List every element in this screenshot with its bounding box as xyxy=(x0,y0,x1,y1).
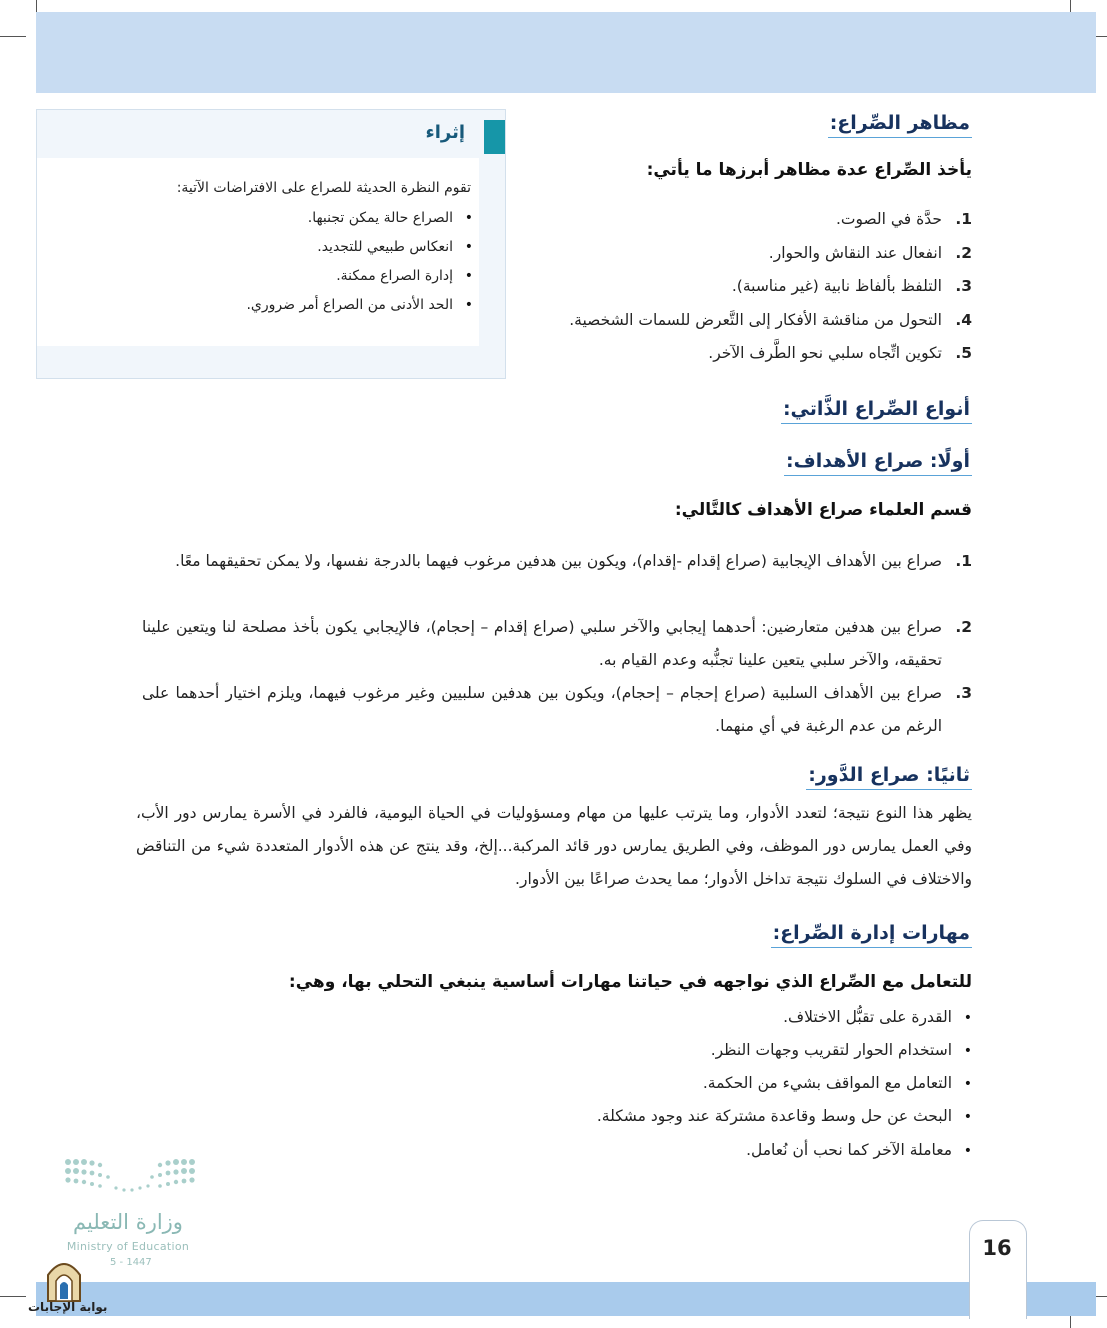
ministry-dots-icon xyxy=(62,1154,198,1198)
skill-item: •القدرة على تقبُّل الاختلاف. xyxy=(783,1008,972,1026)
enrichment-accent-bar xyxy=(484,120,505,154)
list-item: 1.حدَّة في الصوت. xyxy=(835,210,972,228)
bullet-icon: • xyxy=(963,1076,972,1092)
bullet-icon: • xyxy=(464,239,473,255)
skill-item: •استخدام الحوار لتقريب وجهات النظر. xyxy=(710,1041,972,1059)
list-item: 4.التحول من مناقشة الأفكار إلى التَّعرض للسمات الشخصية. xyxy=(569,311,972,329)
footer-band xyxy=(36,1282,1096,1316)
header-band xyxy=(36,12,1096,93)
numbered-paragraph: 1.صراع بين الأهداف الإيجابية (صراع إقدام -إقدام)، ويكون بين هدفين مرغوب فيهما بالدرجة نفسها، ولا يمكن تحقيقهما معًا. xyxy=(175,552,972,570)
section-lead: للتعامل مع الصِّراع الذي نواجهه في حياتنا مهارات أساسية ينبغي التحلي بها، وهي: xyxy=(288,972,972,992)
bullet-icon: • xyxy=(963,1010,972,1026)
bullet-icon: • xyxy=(464,210,473,226)
enrichment-content xyxy=(37,158,479,346)
numbered-paragraph: 3.صراع بين الأهداف السلبية (صراع إحجام – إحجام)، ويكون بين هدفين سلبيين وغير مرغوب فيهما، ويلزم اختيار أحدهما على الرغم من عدم الرغبة في أي منهما. xyxy=(142,684,972,735)
portal-gate-icon xyxy=(44,1255,84,1303)
page-number: 16 xyxy=(982,1236,1012,1260)
enrichment-item: •إدارة الصراع ممكنة. xyxy=(336,268,473,284)
section-heading-manifestations: مظاهر الصِّراع: xyxy=(828,112,972,138)
ministry-name-english: Ministry of Education xyxy=(66,1240,190,1253)
page-number-tab xyxy=(969,1220,1027,1319)
subheading-goals-conflict: أولًا: صراع الأهداف: xyxy=(784,450,972,476)
section-heading-skills: مهارات إدارة الصِّراع: xyxy=(771,922,972,948)
crop-mark xyxy=(0,1296,26,1297)
enrichment-box xyxy=(36,109,506,379)
portal-watermark-text: بوابة الإجابات xyxy=(28,1300,108,1314)
bullet-icon: • xyxy=(464,297,473,313)
skill-item: •معاملة الآخر كما نحب أن نُعامل. xyxy=(746,1141,972,1159)
list-item: 3.التلفظ بألفاظ نابية (غير مناسبة). xyxy=(731,277,972,295)
enrichment-intro: تقوم النظرة الحديثة للصراع على الافتراضات الآتية: xyxy=(176,180,471,196)
enrichment-title: إثراء xyxy=(425,122,465,143)
enrichment-header xyxy=(37,110,505,156)
enrichment-item: •الحد الأدنى من الصراع أمر ضروري. xyxy=(246,297,473,313)
ministry-year: 5 - 1447 xyxy=(110,1257,152,1268)
numbered-paragraph: 2.صراع بين هدفين متعارضين: أحدهما إيجابي والآخر سلبي (صراع إقدام – إحجام)، فالإيجابي يكون بأخذ مصلحة لنا ويتعين علينا تحقيقه، والآخر سلبي يتعين علينا تجنُّبه وعدم القيام به. xyxy=(142,618,972,669)
list-item: 2.انفعال عند النقاش والحوار. xyxy=(768,244,972,262)
skill-item: •البحث عن حل وسط وقاعدة مشتركة عند وجود مشكلة. xyxy=(596,1107,972,1125)
bullet-icon: • xyxy=(963,1043,972,1059)
section-lead: يأخذ الصِّراع عدة مظاهر أبرزها ما يأتي: xyxy=(646,160,972,180)
ministry-name-arabic: وزارة التعليم xyxy=(73,1210,183,1234)
skill-item: •التعامل مع المواقف بشيء من الحكمة. xyxy=(702,1074,972,1092)
section-heading-types: أنواع الصِّراع الذَّاتي: xyxy=(781,398,972,424)
bullet-icon: • xyxy=(963,1109,972,1125)
bullet-icon: • xyxy=(464,268,473,284)
crop-mark xyxy=(0,36,26,37)
list-item: 5.تكوين اتِّجاه سلبي نحو الطَّرف الآخر. xyxy=(708,344,972,362)
bullet-icon: • xyxy=(963,1143,972,1159)
enrichment-item: •انعكاس طبيعي للتجديد. xyxy=(317,239,473,255)
role-paragraph: يظهر هذا النوع نتيجة؛ لتعدد الأدوار، وما يترتب عليها من مهام ومسؤوليات في الحياة اليومية، فالفرد في الأسرة يمارس دور الأب، وفي العمل يمارس دور الموظف، وفي الطريق يمارس دور قائد المركبة...إلخ، وقد ينتج عن هذه الأدوار المتعددة شيء من التناقض والاختلاف في السلوك نتيجة تداخل الأدوار؛ مما يحدث صراعًا بين الأدوار. xyxy=(136,804,972,888)
subheading-role-conflict: ثانيًا: صراع الدَّور: xyxy=(806,764,972,790)
enrichment-item: •الصراع حالة يمكن تجنبها. xyxy=(307,210,473,226)
section-lead: قسم العلماء صراع الأهداف كالتَّالي: xyxy=(674,500,972,520)
